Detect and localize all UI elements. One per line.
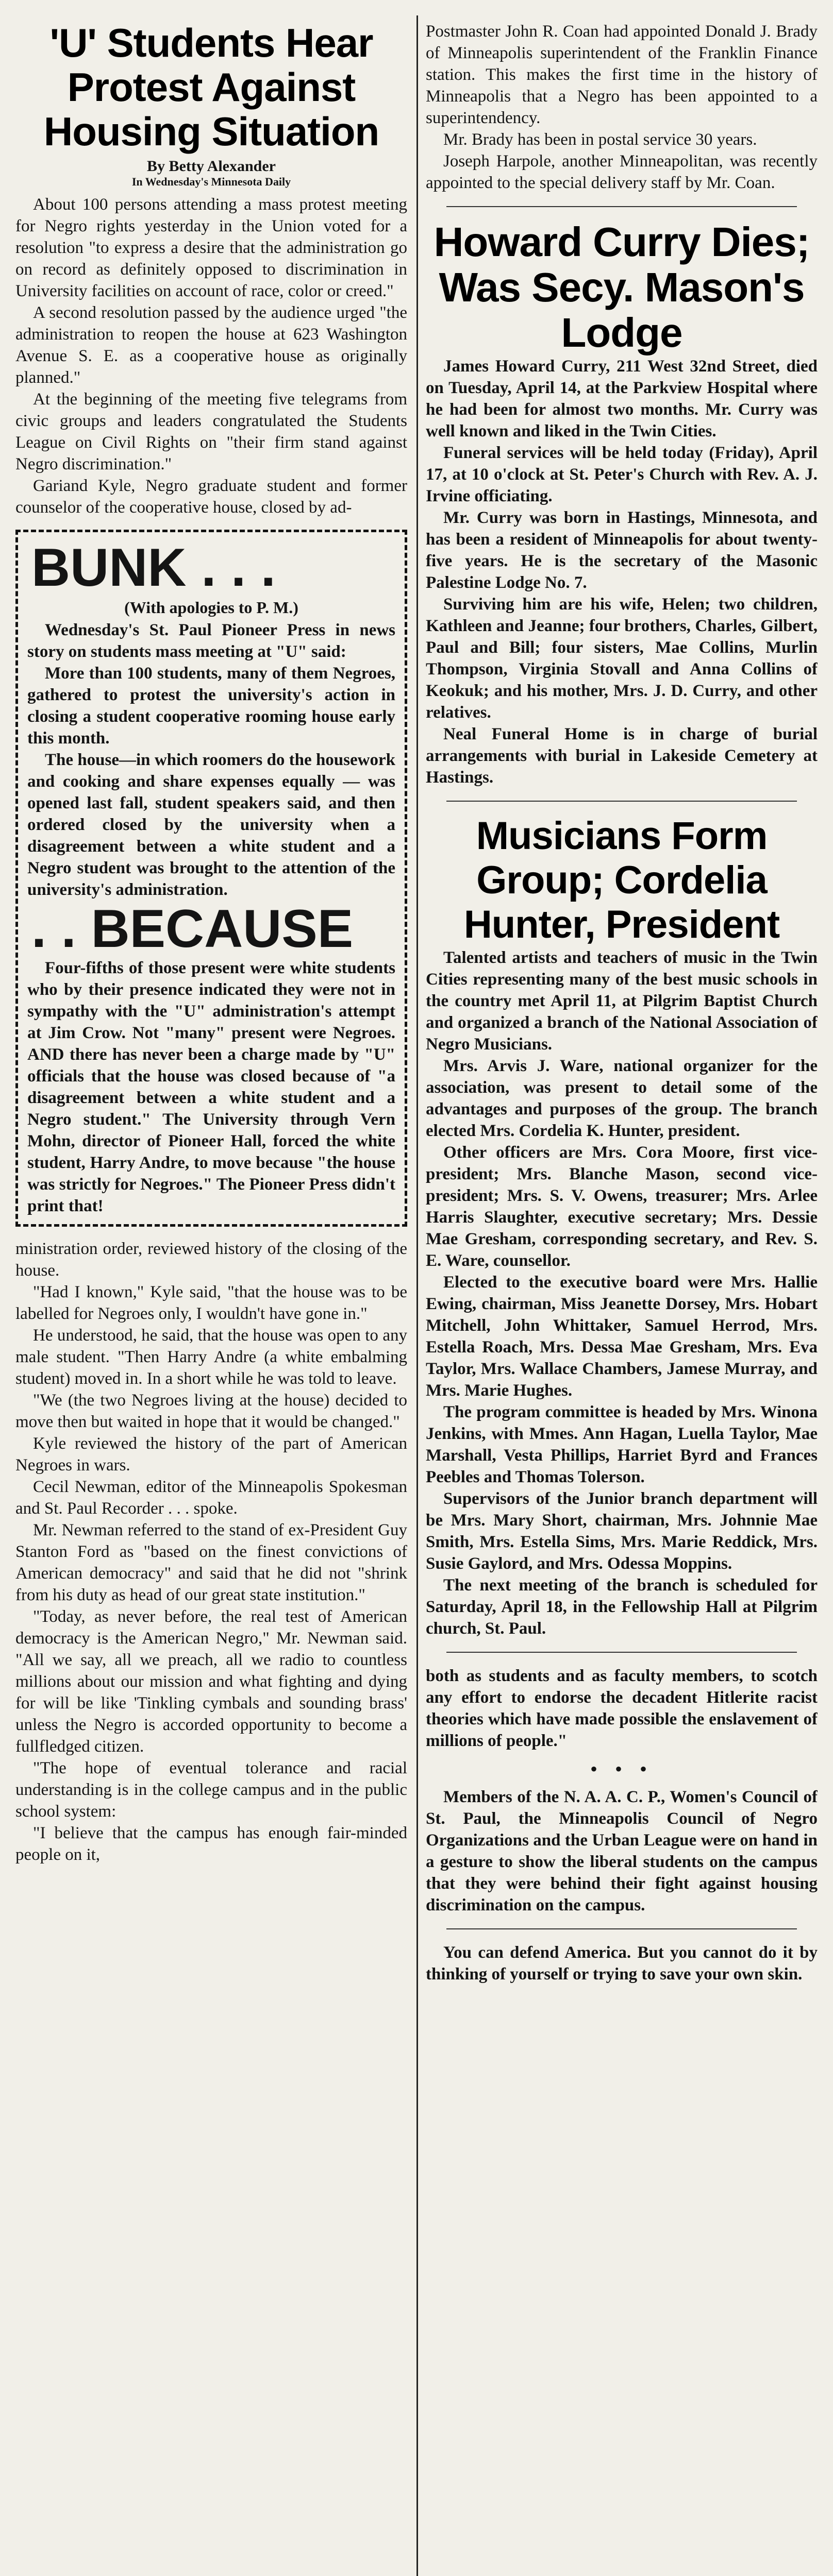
- story2-paragraph: Funeral services will be held today (Friday), April 17, at 10 o'clock at St. Peter's Church with Rev. A. J. Irvine officiating.: [426, 444, 818, 505]
- naacp-paragraph: Members of the N. A. A. C. P., Women's Council of St. Paul, the Minneapolis Council of Negro Organizations and the Urban League were on hand in a gesture to show the liberal students on the campus that they were behind their fight against housing discrimination on the campus.: [426, 1788, 818, 1914]
- story1-end-paragraph: both as students and as faculty members, to scotch any effort to endorse the decadent Hitlerite racist theories which have made possible the enslavement of millions of people.": [426, 1667, 818, 1750]
- postal-paragraph: Joseph Harpole, another Minneapolitan, was recently appointed to the special delivery staff by Mr. Coan.: [426, 152, 818, 192]
- story3-headline: Musicians Form Group; Cordelia Hunter, President: [463, 814, 780, 946]
- closing-slogan: You can defend America. But you cannot do it by thinking of yourself or trying to save your own skin.: [426, 1943, 818, 1984]
- story1-continued-paragraph: "The hope of eventual tolerance and racial understanding is in the college campus and in the public school system:: [15, 1759, 407, 1821]
- story1-continued-paragraph: Cecil Newman, editor of the Minneapolis Spokesman and St. Paul Recorder . . . spoke.: [15, 1478, 407, 1518]
- story1-paragraph: A second resolution passed by the audience urged "the administration to reopen the house at 623 Washington Avenue S. E. as a cooperative house as originally planned.": [15, 303, 407, 387]
- story1-byline-source: In Wednesday's Minnesota Daily: [131, 175, 291, 188]
- postal-paragraph: Mr. Brady has been in postal service 30 years.: [443, 130, 757, 149]
- divider: [446, 1928, 797, 1929]
- story1-byline: By Betty Alexander: [147, 158, 276, 175]
- story3-paragraph: The program committee is headed by Mrs. Winona Jenkins, with Mmes. Ann Hagan, Luella Taylor, Mae Marshall, Vesta Phillips, Harriet Byrd and Frances Peebles and Thomas Tolerson.: [426, 1403, 818, 1486]
- story1-continued-paragraph: "We (the two Negroes living at the house) decided to move then but waited in hope that it would be changed.": [15, 1391, 407, 1431]
- story1-continued-paragraph: ministration order, reviewed history of the closing of the house.: [15, 1240, 407, 1280]
- story3-paragraph: Supervisors of the Junior branch department will be Mrs. Mary Short, chairman, Mrs. Johnnie Mae Smith, Mrs. Estella Sims, Mrs. Marie Reddick, Mrs. Susie Gaylord, and Mrs. Odessa Moppins.: [426, 1489, 818, 1573]
- bunk-paragraph: More than 100 students, many of them Negroes, gathered to protest the university's action in closing a student cooperative rooming house early this month.: [27, 664, 395, 748]
- because-title: . . BECAUSE: [31, 899, 354, 959]
- left-column: [15, 21, 407, 2576]
- story3-paragraph: The next meeting of the branch is scheduled for Saturday, April 18, in the Fellowship Hall at Pilgrim church, St. Paul.: [426, 1576, 818, 1638]
- bunk-paragraph: Wednesday's St. Paul Pioneer Press in news story on students mass meeting at "U" said:: [27, 621, 395, 661]
- story1-continued-paragraph: "Today, as never before, the real test of American democracy is the American Negro," Mr. Newman said. "All we say, all we preach, all we radio to countless millions about our mission and what fighting and dying for will be like 'Tinkling cymbals and sounding brass' unless the Negro is accorded opportunity to become a fullfledged citizen.: [15, 1607, 407, 1756]
- story1-continued-paragraph: Kyle reviewed the history of the part of American Negroes in wars.: [15, 1434, 407, 1475]
- story1-continued-paragraph: "I believe that the campus has enough fair-minded people on it,: [15, 1824, 407, 1864]
- story2-headline: Howard Curry Dies; Was Secy. Mason's Lodge: [434, 219, 810, 355]
- story2-paragraph: Neal Funeral Home is in charge of burial arrangements with burial in Lakeside Cemetery at Hastings.: [426, 725, 818, 787]
- story2-paragraph: Mr. Curry was born in Hastings, Minnesota, and has been a resident of Minneapolis for about twenty-five years. He is the secretary of the Masonic Palestine Lodge No. 7.: [426, 509, 818, 592]
- divider: [446, 801, 797, 802]
- story3-paragraph: Elected to the executive board were Mrs. Hallie Ewing, chairman, Miss Jeanette Dorsey, Mrs. Hobart Mitchell, John Whittaker, Samuel Herrod, Mrs. Estella Roach, Mrs. Dessa Mae Gresham, Mrs. Eva Taylor, Mrs. Wallace Chambers, Jamese Murray, and Mrs. Marie Hughes.: [426, 1273, 818, 1400]
- story3-paragraph: Other officers are Mrs. Cora Moore, first vice-president; Mrs. Blanche Mason, second vice-president; Mrs. S. V. Owens, treasurer; Mrs. Arlee Harris Slaughter, executive secretary; Mrs. Dessie Mae Gresham, corresponding secretary, and Rev. S. E. Ware, counsellor.: [426, 1143, 818, 1270]
- story1-continued-paragraph: "Had I known," Kyle said, "that the house was to be labelled for Negroes only, I wouldn't have gone in.": [15, 1283, 407, 1323]
- divider: [446, 1652, 797, 1653]
- bunk-subtitle: (With apologies to P. M.): [124, 598, 298, 617]
- because-paragraph: Four-fifths of those present were white students who by their presence indicated they were not in sympathy with the "U" administration's attempt at Jim Crow. Not "many" present were Negroes. AND there has never been a charge made by "U" officials that the house was closed because of "a disagreement between a white student and a Negro student." The University through Vern Mohn, director of Pioneer Hall, forced the white student, Harry Andre, to move because "the house was strictly for Negroes." The Pioneer Press didn't print that!: [27, 959, 395, 1215]
- story1-paragraph: Gariand Kyle, Negro graduate student and former counselor of the cooperative house, closed by ad-: [15, 477, 407, 517]
- story1-continued-paragraph: He understood, he said, that the house was open to any male student. "Then Harry Andre (a white embalming student) moved in. In a short while he was told to leave.: [15, 1326, 407, 1388]
- story1-paragraph: About 100 persons attending a mass protest meeting for Negro rights yesterday in the Union voted for a resolution "to express a desire that the administration go on record as definitely opposed to discrimination in University facilities on account of race, color or creed.": [15, 195, 407, 300]
- story3-paragraph: Talented artists and teachers of music in the Twin Cities representing many of the best music schools in the country met April 11, at Pilgrim Baptist Church and organized a branch of the National Association of Negro Musicians.: [426, 948, 818, 1054]
- story3-paragraph: Mrs. Arvis J. Ware, national organizer for the association, was present to detail some of the advantages and purposes of the group. The branch elected Mrs. Cordelia K. Hunter, president.: [426, 1057, 818, 1140]
- bunk-title: BUNK . . .: [31, 538, 276, 598]
- story1-headline: 'U' Students Hear Protest Against Housing Situation: [43, 21, 379, 154]
- story2-paragraph: Surviving him are his wife, Helen; two children, Kathleen and Jeanne; four brothers, Charles, Gilbert, Paul and Bill; four sisters, Mae Collins, Murlin Thompson, Virginia Stovall and Anna Collins of Keokuk; and his mother, Mrs. J. D. Curry, and other relatives.: [426, 595, 818, 722]
- postal-paragraph: Postmaster John R. Coan had appointed Donald J. Brady of Minneapolis superintendent of the Franklin Finance station. This makes the first time in the history of Minneapolis that a Negro has been appointed to a superintendency.: [426, 22, 818, 127]
- story2-paragraph: James Howard Curry, 211 West 32nd Street, died on Tuesday, April 14, at the Parkview Hospital where he had been for almost two months. Mr. Curry was well known and liked in the Twin Cities.: [426, 357, 818, 440]
- bunk-because-box: [15, 530, 407, 1227]
- divider: [446, 206, 797, 207]
- section-dots: • • •: [590, 1757, 653, 1781]
- story1-paragraph: At the beginning of the meeting five telegrams from civic groups and leaders congratulated the Students League on Civil Rights on "their firm stand against Negro discrimination.": [15, 390, 407, 473]
- right-column: [426, 21, 818, 2576]
- story1-continued-paragraph: Mr. Newman referred to the stand of ex-President Guy Stanton Ford as "based on the finest convictions of American democracy" and said that he did not "shrink from his duty as head of our great state institution.": [15, 1521, 407, 1604]
- bunk-paragraph: The house—in which roomers do the housework and cooking and share expenses equally — was opened last fall, student speakers said, and then ordered closed by the university when a disagreement between a white student and a Negro student was brought to the attention of the university's administration.: [27, 751, 395, 899]
- column-rule: [416, 15, 418, 2576]
